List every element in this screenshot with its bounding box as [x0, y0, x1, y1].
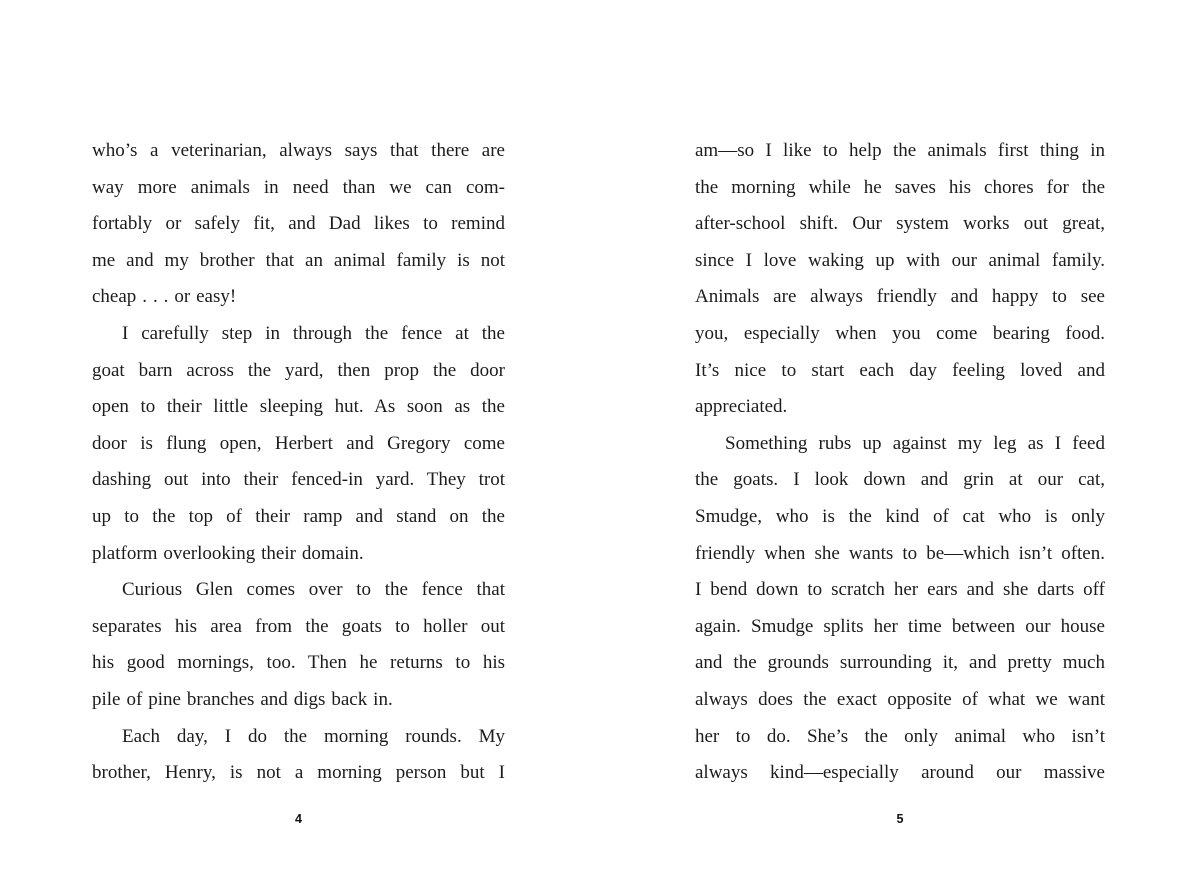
- text-line: open to their little sleeping hut. As soon as the: [92, 396, 505, 418]
- page-number: 4: [295, 812, 302, 826]
- text-line: cheap . . . or easy!: [92, 286, 237, 308]
- text-line: door is flung open, Herbert and Gregory come: [92, 432, 505, 454]
- text-line: since I love waking up with our animal family.: [695, 249, 1105, 271]
- text-line: Animals are always friendly and happy to see: [695, 286, 1105, 308]
- text-line: her to do. She’s the only animal who isn’t: [695, 725, 1105, 747]
- text-line: Each day, I do the morning rounds. My: [122, 725, 505, 747]
- text-line: dashing out into their fenced-in yard. They trot: [92, 469, 505, 491]
- text-line: goat barn across the yard, then prop the door: [92, 359, 505, 381]
- text-line: and the grounds surrounding it, and pretty much: [695, 652, 1105, 674]
- left-page-text: [92, 133, 505, 792]
- text-line: you, especially when you come bearing food.: [695, 322, 1105, 344]
- text-line: the goats. I look down and grin at our cat,: [695, 469, 1105, 491]
- text-line: fortably or safely fit, and Dad likes to remind: [92, 213, 505, 235]
- text-line: Curious Glen comes over to the fence that: [122, 579, 505, 601]
- text-line: who’s a veterinarian, always says that there are: [92, 140, 505, 161]
- text-line: Something rubs up against my leg as I feed: [725, 432, 1105, 454]
- text-line: Smudge, who is the kind of cat who is only: [695, 505, 1105, 527]
- text-line: after-school shift. Our system works out great,: [695, 213, 1105, 235]
- text-line: am—so I like to help the animals first thing in: [695, 140, 1105, 161]
- text-line: me and my brother that an animal family is not: [92, 249, 505, 271]
- text-line: again. Smudge splits her time between our house: [695, 615, 1105, 637]
- text-line: separates his area from the goats to holler out: [92, 615, 505, 637]
- text-line: It’s nice to start each day feeling loved and: [695, 359, 1105, 381]
- text-line: always does the exact opposite of what we want: [695, 688, 1105, 710]
- text-line: always kind—especially around our massive: [695, 762, 1105, 784]
- text-line: I bend down to scratch her ears and she darts off: [695, 579, 1105, 601]
- text-line: the morning while he saves his chores for the: [695, 176, 1105, 198]
- text-line: I carefully step in through the fence at the: [122, 322, 505, 344]
- text-line: brother, Henry, is not a morning person but I: [92, 762, 505, 784]
- text-line: his good mornings, too. Then he returns to his: [92, 652, 505, 674]
- text-line: appreciated.: [695, 396, 788, 418]
- text-line: platform overlooking their domain.: [92, 542, 364, 564]
- text-line: up to the top of their ramp and stand on the: [92, 505, 505, 527]
- text-line: friendly when she wants to be—which isn’t often.: [695, 542, 1105, 564]
- page-number: 5: [896, 812, 904, 826]
- text-line: way more animals in need than we can com-: [92, 176, 505, 198]
- right-page-text: [695, 133, 1105, 792]
- text-line: pile of pine branches and digs back in.: [92, 688, 393, 710]
